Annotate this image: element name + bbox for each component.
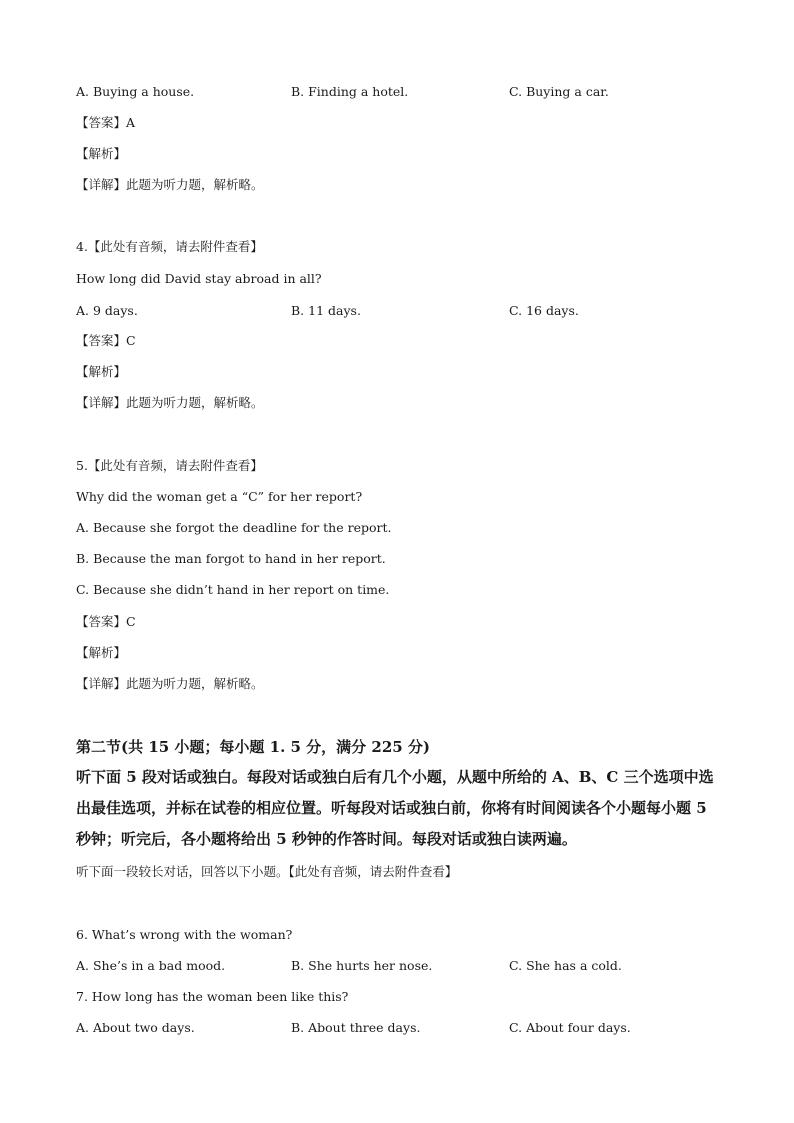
q5-option-a: A. Because she forgot the deadline for the report. bbox=[76, 520, 392, 535]
q5-analysis-label: 【解析】 bbox=[76, 645, 127, 660]
q3-option-a: A. Buying a house. bbox=[76, 84, 195, 99]
q5-answer: 【答案】C bbox=[76, 614, 136, 629]
q4-answer: 【答案】C bbox=[76, 333, 136, 348]
q4-option-b: B. 11 days. bbox=[291, 303, 361, 318]
q6-option-a: A. She’s in a bad mood. bbox=[76, 958, 226, 973]
q3-analysis-label: 【解析】 bbox=[76, 146, 127, 161]
q5-question: Why did the woman get a “C” for her report? bbox=[76, 489, 363, 504]
q7-option-c: C. About four days. bbox=[509, 1020, 631, 1035]
q4-question: How long did David stay abroad in all? bbox=[76, 271, 322, 286]
q5-option-c: C. Because she didn’t hand in her report on time. bbox=[76, 582, 390, 597]
q4-detail: 【详解】此题为听力题，解析略。 bbox=[76, 395, 264, 410]
q5-heading: 5.【此处有音频，请去附件查看】 bbox=[76, 458, 263, 473]
section-2-title: 第二节(共 15 小题；每小题 1. 5 分，满分 225 分) bbox=[76, 738, 431, 756]
q7-question: 7. How long has the woman been like this? bbox=[76, 989, 349, 1004]
q4-option-c: C. 16 days. bbox=[509, 303, 579, 318]
q3-option-c: C. Buying a car. bbox=[509, 84, 609, 99]
q4-analysis-label: 【解析】 bbox=[76, 364, 127, 379]
q6-question: 6. What’s wrong with the woman? bbox=[76, 927, 293, 942]
q4-option-a: A. 9 days. bbox=[76, 303, 138, 318]
q5-detail: 【详解】此题为听力题，解析略。 bbox=[76, 676, 264, 691]
q7-option-b: B. About three days. bbox=[291, 1020, 421, 1035]
q7-option-a: A. About two days. bbox=[76, 1020, 195, 1035]
q3-detail: 【详解】此题为听力题，解析略。 bbox=[76, 177, 264, 192]
q3-answer: 【答案】A bbox=[76, 115, 136, 130]
q3-option-b: B. Finding a hotel. bbox=[291, 84, 409, 99]
q6-option-c: C. She has a cold. bbox=[509, 958, 622, 973]
q6-option-b: B. She hurts her nose. bbox=[291, 958, 433, 973]
q5-option-b: B. Because the man forgot to hand in her report. bbox=[76, 551, 386, 566]
section-2-instructions: 听下面 5 段对话或独白。每段对话或独白后有几个小题，从题中所给的 A、B、C 三个选项中选出最佳选项，并标在试卷的相应位置。听每段对话或独白前，你将有时间阅读各个小题每小题 5 秒钟；听完后，各小题将给出 5 秒钟的作答时间。每段对话或独白读两遍。 bbox=[76, 768, 714, 848]
section-2-lead: 听下面一段较长对话，回答以下小题。【此处有音频，请去附件查看】 bbox=[76, 864, 458, 879]
q4-heading: 4.【此处有音频，请去附件查看】 bbox=[76, 239, 263, 254]
